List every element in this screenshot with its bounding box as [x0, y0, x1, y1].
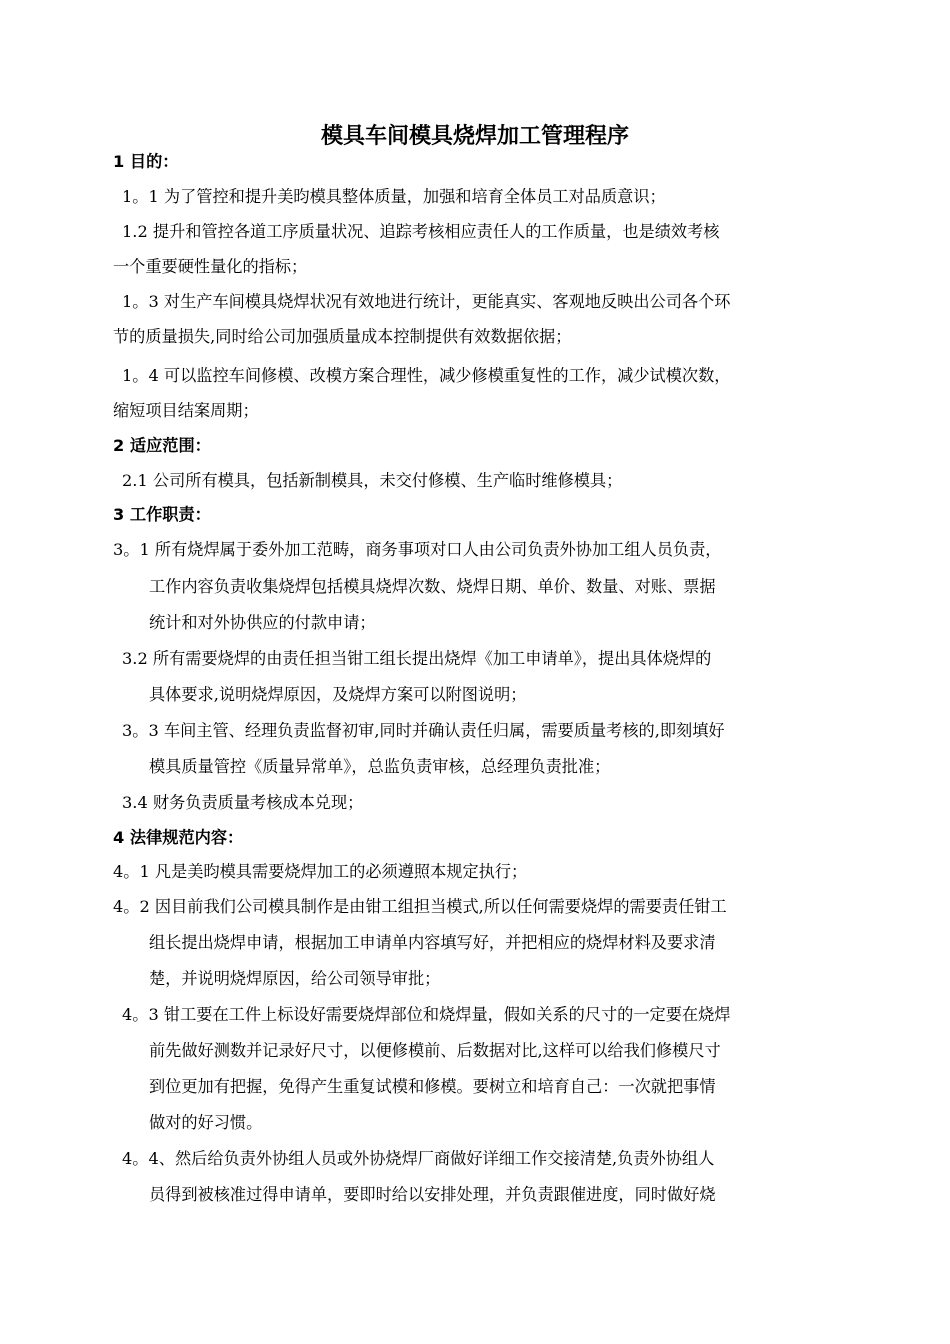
text-line: 2.1 公司所有模具，包括新制模具，未交付修模、生产临时维修模具； [122, 471, 623, 490]
text-line: 做对的好习惯。 [149, 1113, 263, 1132]
text-line: 节的质量损失,同时给公司加强质量成本控制提供有效数据依据； [113, 327, 572, 346]
section-heading-purpose: 1 目的： [113, 152, 179, 171]
section-heading-rules: 4 法律规范内容： [113, 828, 244, 847]
text-line: 缩短项目结案周期； [113, 401, 259, 420]
section-heading-scope: 2 适应范围： [113, 436, 211, 455]
text-line: 1。3 对生产车间模具烧焊状况有效地进行统计，更能真实、客观地反映出公司各个环 [122, 292, 731, 311]
text-line: 一个重要硬性量化的指标； [113, 257, 308, 276]
text-line: 3。1 所有烧焊属于委外加工范畴，商务事项对口人由公司负责外协加工组人员负责， [113, 540, 722, 559]
text-line: 4。1 凡是美昀模具需要烧焊加工的必须遵照本规定执行； [113, 862, 528, 881]
text-line: 1.2 提升和管控各道工序质量状况、追踪考核相应责任人的工作质量，也是绩效考核 [122, 222, 720, 241]
text-line: 1。1 为了管控和提升美昀模具整体质量，加强和培育全体员工对品质意识； [122, 187, 666, 206]
text-line: 楚，并说明烧焊原因，给公司领导审批； [149, 969, 441, 988]
text-line: 模具质量管控《质量异常单》，总监负责审核，总经理负责批准； [149, 757, 611, 776]
text-line: 4。2 因目前我们公司模具制作是由钳工组担当模式,所以任何需要烧焊的需要责任钳工 [113, 897, 727, 916]
text-line: 3。3 车间主管、经理负责监督初审,同时并确认责任归属，需要质量考核的,即刻填好 [122, 721, 725, 740]
text-line: 4。4、然后给负责外协组人员或外协烧焊厂商做好详细工作交接清楚,负责外协组人 [122, 1149, 715, 1168]
text-line: 1。4 可以监控车间修模、改模方案合理性，减少修模重复性的工作，减少试模次数， [122, 366, 731, 385]
text-line: 具体要求,说明烧焊原因，及烧焊方案可以附图说明； [149, 685, 527, 704]
text-line: 4。3 钳工要在工件上标设好需要烧焊部位和烧焊量，假如关系的尺寸的一定要在烧焊 [122, 1005, 731, 1024]
text-line: 统计和对外协供应的付款申请； [149, 613, 376, 632]
document-title: 模具车间模具烧焊加工管理程序 [320, 124, 629, 149]
text-line: 员得到被核准过得申请单，要即时给以安排处理，并负责跟催进度，同时做好烧 [149, 1185, 716, 1204]
text-line: 组长提出烧焊申请，根据加工申请单内容填写好，并把相应的烧焊材料及要求清 [149, 933, 716, 952]
section-heading-duties: 3 工作职责： [113, 505, 211, 524]
text-line: 工作内容负责收集烧焊包括模具烧焊次数、烧焊日期、单价、数量、对账、票据 [149, 577, 716, 596]
text-line: 3.2 所有需要烧焊的由责任担当钳工组长提出烧焊《加工申请单》，提出具体烧焊的 [122, 649, 712, 668]
text-line: 3.4 财务负责质量考核成本兑现； [122, 793, 364, 812]
text-line: 前先做好测数并记录好尺寸，以便修模前、后数据对比,这样可以给我们修模尺寸 [149, 1041, 721, 1060]
text-line: 到位更加有把握，免得产生重复试模和修模。要树立和培育自己：一次就把事情 [149, 1077, 716, 1096]
